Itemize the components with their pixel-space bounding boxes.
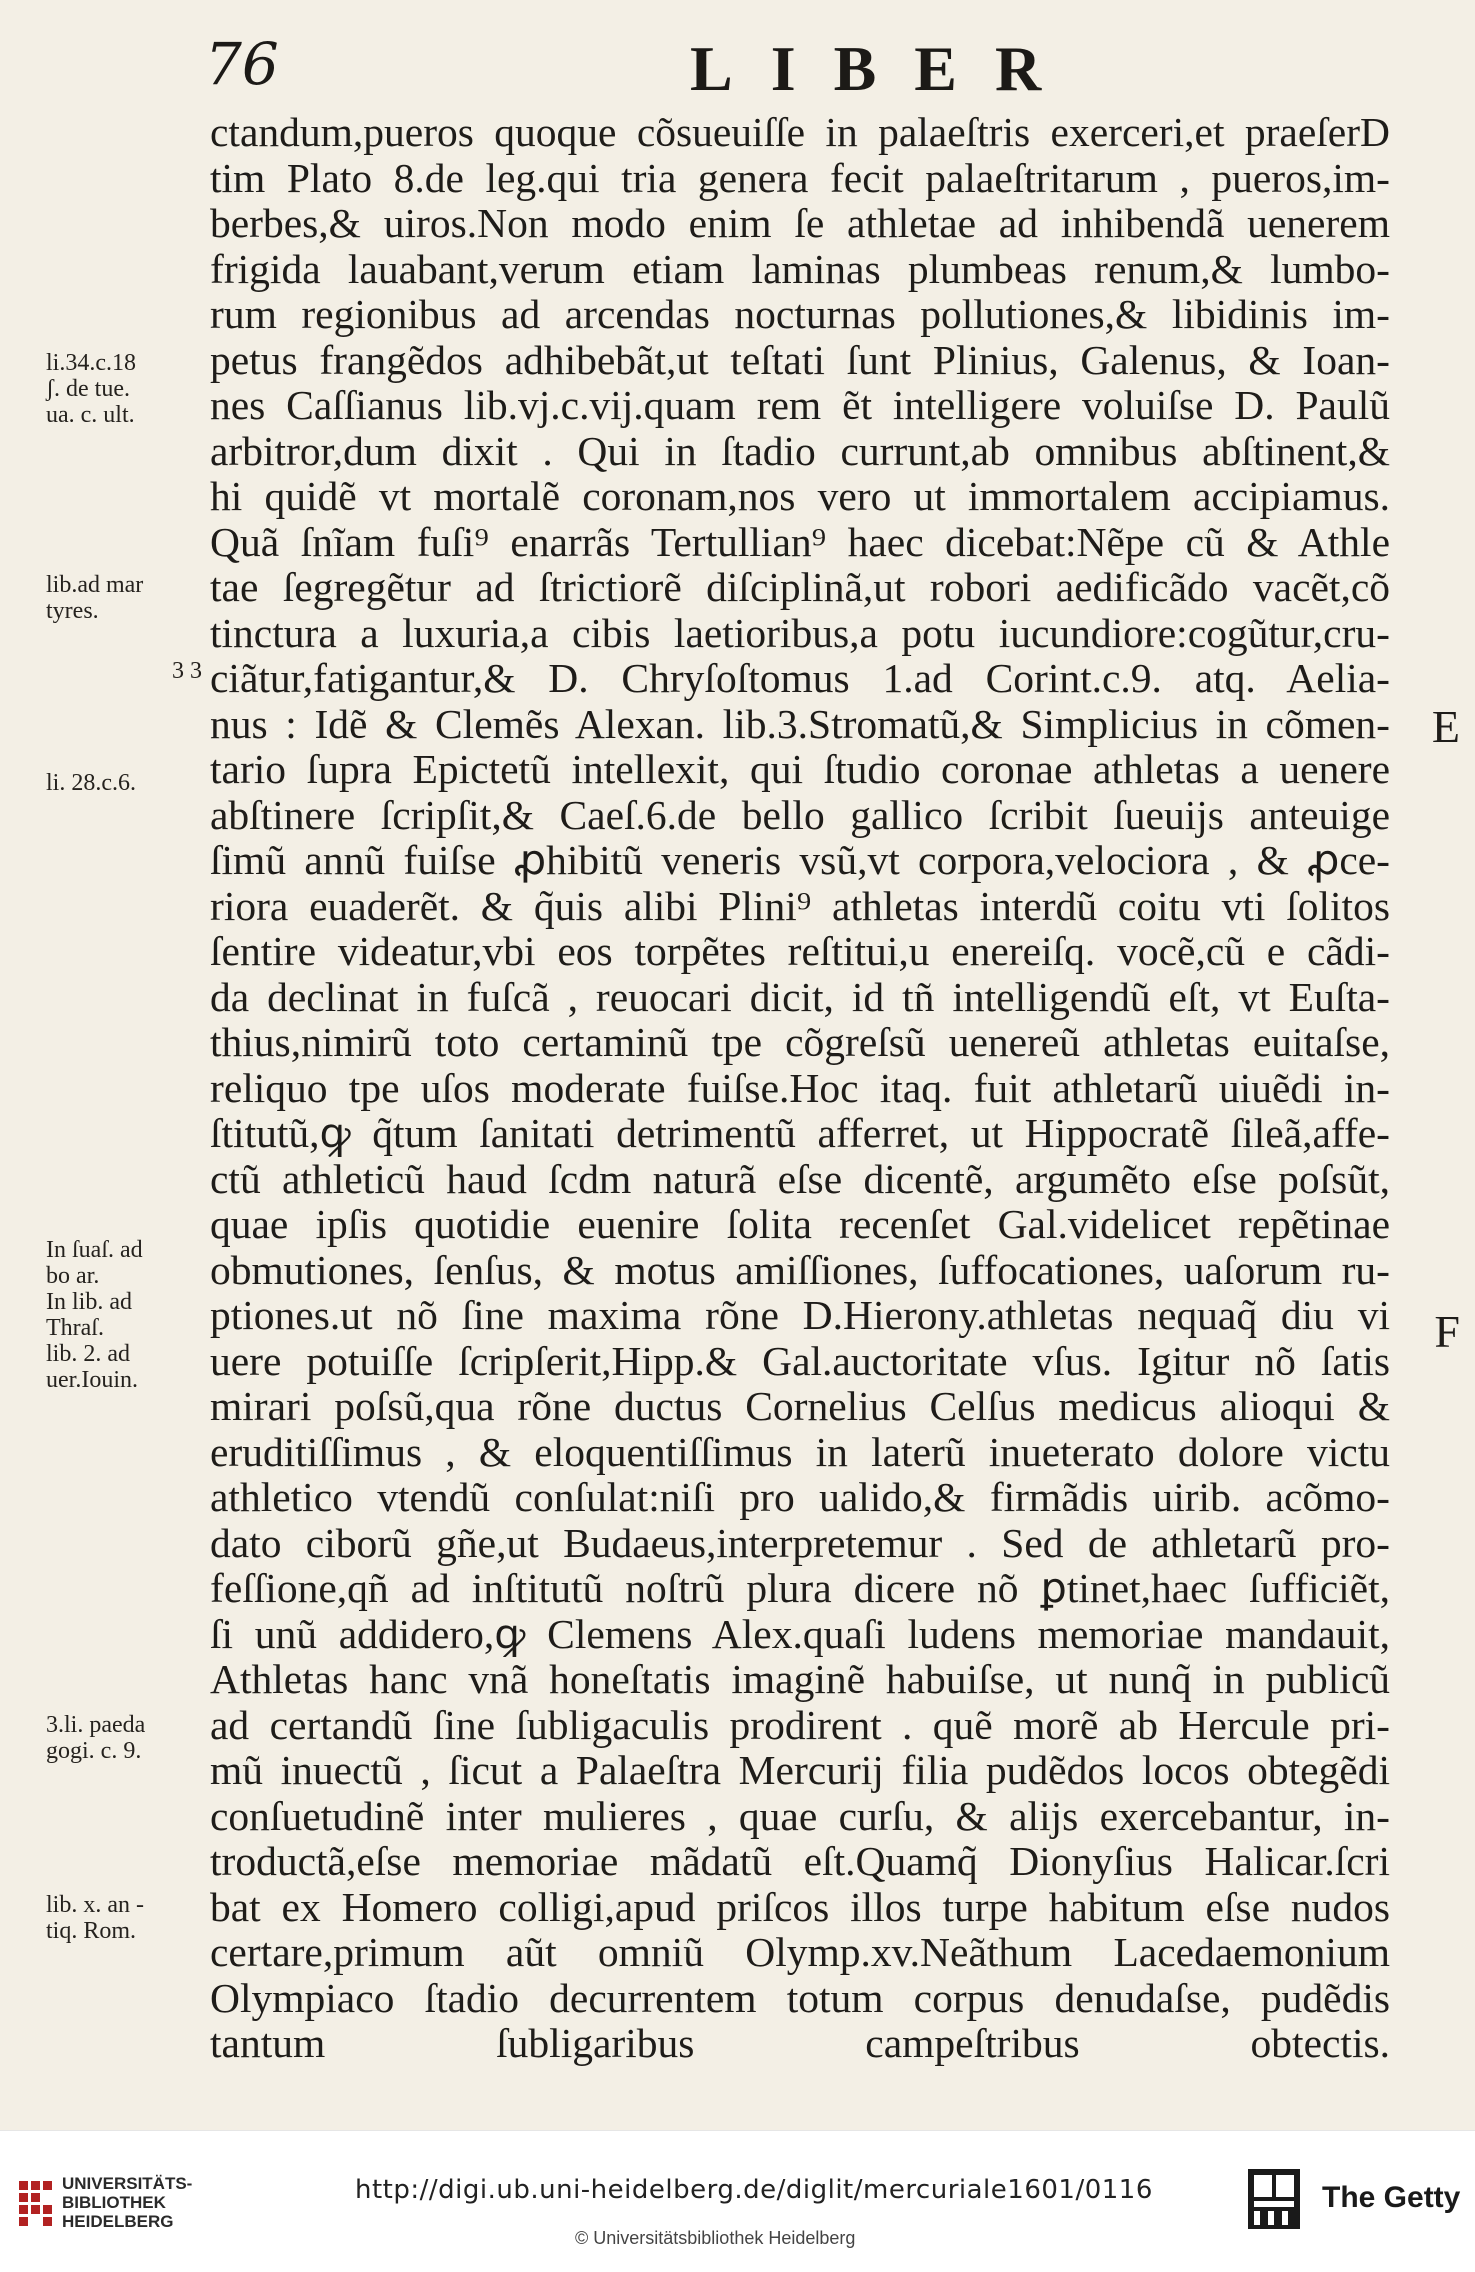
- text-line: rum regionibus ad arcendas nocturnas pollutiones,& libidinis im-: [210, 292, 1390, 337]
- text-line: da declinat in fuſcã , reuocari dicit, id tñ intelligendũ eſt, vt Euſta-: [210, 974, 1390, 1020]
- text-line: tario ſupra Epictetũ intellexit, qui ſtudio coronae athletas a uenere: [210, 747, 1390, 792]
- institution-name: [62, 2174, 192, 2231]
- text-line: Olympiaco ſtadio decurrentem totum corpus denudaſse, pudẽdis: [210, 1975, 1390, 2021]
- margin-note-line: 3.li. paeda: [46, 1712, 146, 1738]
- margin-note-line: ua. c. ult.: [46, 402, 135, 428]
- margin-note: [46, 1712, 221, 1764]
- margin-note-line: lib. x. an -: [46, 1892, 144, 1918]
- margin-note-line: lib. 2. ad: [46, 1341, 130, 1367]
- text-line: riora euaderẽt. & q̃uis alibi Plini⁹ athletas interdũ coitu vti ſolitos: [210, 883, 1390, 929]
- margin-note-line: li. 28.c.6.: [46, 770, 136, 796]
- margin-note: [46, 770, 221, 796]
- text-line: certare,primum aũt omniũ Olymp.xv.Neãthum Lacedaemonium: [210, 1930, 1390, 1975]
- text-line: quae ipſis quotidie euenire ſolita recenſet Gal.videlicet repẽtinae: [210, 1202, 1390, 1247]
- margin-note-line: tiq. Rom.: [46, 1918, 137, 1944]
- margin-note-line: gogi. c. 9.: [46, 1738, 142, 1764]
- institution-line: BIBLIOTHEK: [62, 2193, 166, 2212]
- text-line: ctandum,pueros quoque cõsueuiſſe in palaeſtris exerceri,et praeſerD: [210, 110, 1390, 155]
- section-letter-f: F: [1434, 1306, 1460, 1357]
- text-line: ſentire videatur,vbi eos torpẽtes reſtitui,u enereiſq. vocẽ,cũ e cãdi-: [210, 929, 1390, 974]
- body-text: [210, 110, 1390, 2067]
- running-title: LIBER: [690, 33, 1080, 104]
- text-line: petus frangẽdos adhibebãt,ut teſtati ſunt Plinius, Galenus, & Ioan-: [210, 337, 1390, 383]
- text-line: uere potuiſſe ſcripſerit,Hipp.& Gal.auctoritate vſus. Igitur nõ ſatis: [210, 1338, 1390, 1384]
- margin-note-line: 3 3: [172, 658, 202, 684]
- text-line: ctũ athleticũ haud ſcdm naturã eſse dicentẽ, argumẽto eſse poſsũt,: [210, 1156, 1390, 1202]
- institution-line: UNIVERSITÄTS-: [62, 2174, 193, 2193]
- text-line: ſimũ annũ fuiſse ꝓhibitũ veneris vsũ,vt corpora,velociora , & ꝓce-: [210, 838, 1390, 883]
- margin-note-line: bo ar.: [46, 1263, 100, 1289]
- text-line: eruditiſſimus , & eloquentiſſimus in laterũ inueterato dolore victu: [210, 1429, 1390, 1475]
- margin-note: [46, 1237, 221, 1393]
- margin-note-line: Thraſ.: [46, 1315, 104, 1341]
- text-line: ad certandũ ſine ſubligaculis prodirent . quẽ morẽ ab Hercule pri-: [210, 1702, 1390, 1748]
- text-line: ptiones.ut nõ ſine maxima rõne D.Hierony.athletas nequaq̃ diu vi: [210, 1293, 1390, 1338]
- margin-note-line: uer.Iouin.: [46, 1367, 138, 1393]
- text-line: obmutiones, ſenſus, & motus amiſſiones, ſuffocationes, uaſorum ru-: [210, 1247, 1390, 1293]
- text-line: berbes,& uiros.Non modo enim ſe athletae ad inhibendã uenerem: [210, 201, 1390, 246]
- text-line: Athletas hanc vnã honeſtatis imaginẽ habuiſse, ut nunq̃ in publicũ: [210, 1657, 1390, 1702]
- margin-note-line: In lib. ad: [46, 1289, 132, 1315]
- margin-note-line: li.34.c.18: [46, 350, 136, 376]
- text-line: feſſione,qñ ad inſtitutũ noſtrũ plura dicere nõ ꝑtinet,haec ſufficiẽt,: [210, 1566, 1390, 1611]
- page-number: 76: [205, 30, 279, 98]
- margin-note: [46, 572, 221, 624]
- text-line: conſuetudinẽ inter mulieres , quae curſu, & alijs exercebantur, in-: [210, 1793, 1390, 1839]
- text-line: bat ex Homero colligi,apud priſcos illos turpe habitum eſse nudos: [210, 1884, 1390, 1930]
- text-line: thius,nimirũ toto certaminũ tpe cõgreſsũ uenereũ athletas euitaſse,: [210, 1020, 1390, 1065]
- text-line: dato ciborũ gñe,ut Budaeus,interpretemur . Sed de athletarũ pro-: [210, 1520, 1390, 1566]
- text-line: tinctura a luxuria,a cibis laetioribus,a potu iucundiore:cogũtur,cru-: [210, 610, 1390, 656]
- text-line: reliquo tpe uſos moderate fuiſse.Hoc itaq. fuit athletarũ uiuẽdi in-: [210, 1065, 1390, 1111]
- copyright-notice: © Universitätsbibliothek Heidelberg: [575, 2228, 856, 2248]
- text-line: mũ inuectũ , ſicut a Palaeſtra Mercurij filia pudẽdos locos obtegẽdi: [210, 1748, 1390, 1793]
- margin-note-line: lib.ad mar: [46, 572, 144, 598]
- text-line: tae ſegregẽtur ad ſtrictiorẽ diſciplinã,ut robori aedificãdo vacẽt,cõ: [210, 565, 1390, 610]
- text-line: hi quidẽ vt mortalẽ coronam,nos vero ut immortalem accipiamus.: [210, 474, 1390, 519]
- text-line: ciãtur,fatigantur,& D. Chryſoſtomus 1.ad Corint.c.9. atq. Aelia-: [210, 656, 1390, 701]
- text-line: Quã ſnĩam fuſi⁹ enarrãs Tertullian⁹ haec dicebat:Nẽpe cũ & Athle: [210, 519, 1390, 565]
- text-line: frigida lauabant,verum etiam laminas plumbeas renum,& lumbo-: [210, 246, 1390, 292]
- margin-note-line: In ſuaſ. ad: [46, 1237, 143, 1263]
- university-library-logo-icon: [15, 2177, 55, 2229]
- text-line: arbitror,dum dixit . Qui in ſtadio currunt,ab omnibus abſtinent,&: [210, 428, 1390, 474]
- footer-bar: [0, 2130, 1475, 2272]
- text-line: mirari poſsũ,qua rõne ductus Cornelius Celſus medicus alioqui &: [210, 1384, 1390, 1429]
- text-line: nus : Idẽ & Clemẽs Alexan. lib.3.Stromatũ,& Simplicius in cõmen-: [210, 701, 1390, 747]
- text-line: nes Caſſianus lib.vj.c.vij.quam rem ẽt intelligere voluiſse D. Paulũ: [210, 383, 1390, 428]
- text-line: tantum ſubligaribus campeſtribus obtectis.: [210, 2021, 1390, 2066]
- institution-line: HEIDELBERG: [62, 2212, 174, 2231]
- margin-note-line: ʃ. de tue.: [46, 376, 130, 402]
- text-line: tim Plato 8.de leg.qui tria genera fecit palaeſtritarum , pueros,im-: [210, 155, 1390, 201]
- text-line: athletico vtendũ conſulat:niſi pro ualido,& firmãdis uirib. acõmo-: [210, 1475, 1390, 1520]
- getty-logo-icon: [1248, 2169, 1300, 2229]
- margin-note: [172, 658, 347, 684]
- text-line: ſi unũ addidero,ꝙ Clemens Alex.quaſi ludens memoriae mandauit,: [210, 1611, 1390, 1657]
- margin-note: [46, 1892, 221, 1944]
- margin-note: [46, 350, 221, 428]
- section-letter-e: E: [1431, 701, 1460, 752]
- text-line: abſtinere ſcripſit,& Caeſ.6.de bello gallico ſcribit ſueuijs anteuige: [210, 792, 1390, 838]
- text-line: troductã,eſse memoriae mãdatũ eſt.Quamq̃ Dionyſius Halicar.ſcri: [210, 1839, 1390, 1884]
- text-line: ſtitutũ,ꝙ q̃tum ſanitati detrimentũ afferret, ut Hippocratẽ ſileã,affe-: [210, 1111, 1390, 1156]
- margin-note-line: tyres.: [46, 598, 99, 624]
- source-url-link[interactable]: http://digi.ub.uni-heidelberg.de/diglit/mercuriale1601/0116: [355, 2175, 1153, 2205]
- partner-name: The Getty: [1322, 2181, 1461, 2214]
